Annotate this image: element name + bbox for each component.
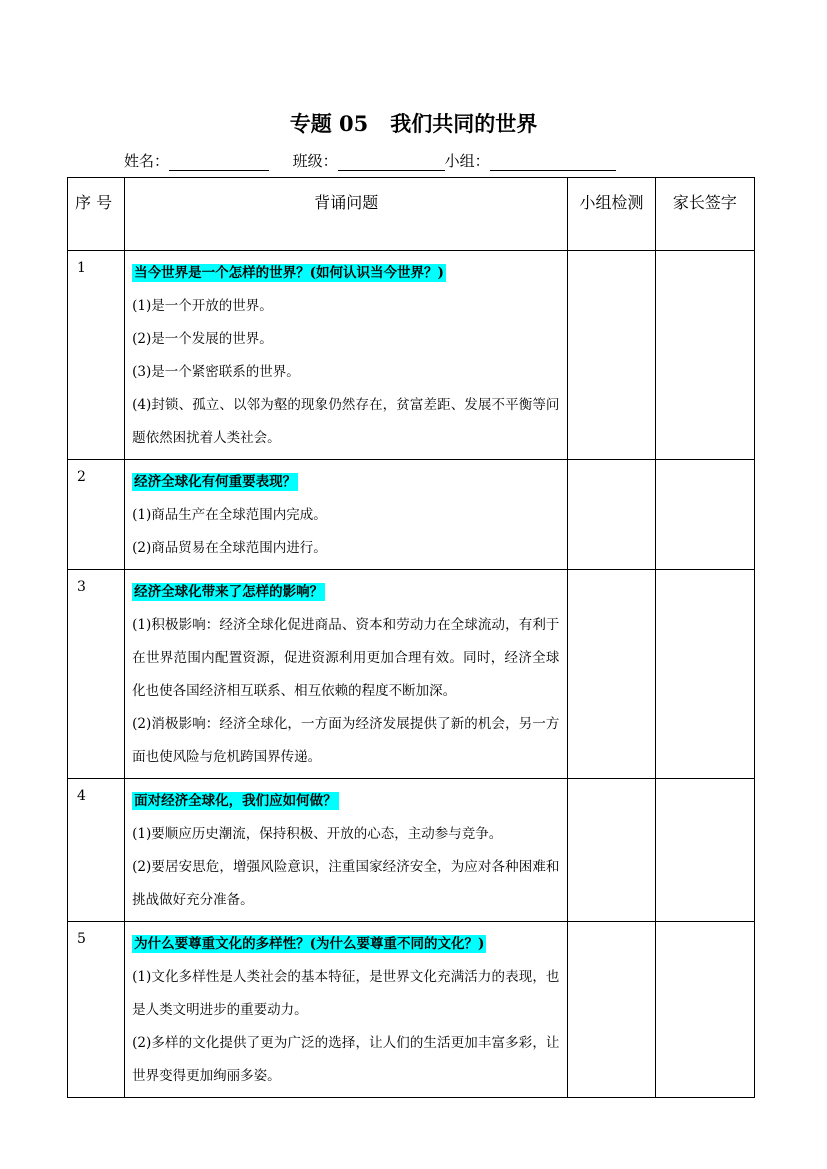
parent-sign-cell[interactable] bbox=[655, 570, 754, 779]
answer-line: (1)积极影响：经济全球化促进商品、资本和劳动力在全球流动，有利于在世界范围内配置资源，促进资源利用更加合理有效。同时，经济全球化也使各国经济相互联系、相互依赖的程度不断加深。 bbox=[132, 617, 560, 699]
question-highlight: 为什么要尊重文化的多样性？(为什么要尊重不同的文化？) bbox=[134, 936, 485, 952]
row-number: 2 bbox=[68, 460, 125, 570]
question-cell bbox=[125, 922, 568, 1098]
table-row bbox=[68, 570, 755, 779]
answer-line: (1)商品生产在全球范围内完成。 bbox=[132, 507, 327, 523]
student-info bbox=[124, 150, 616, 171]
question-highlight: 经济全球化带来了怎样的影响？ bbox=[134, 584, 324, 600]
answer-line: (1)要顺应历史潮流，保持积极、开放的心态，主动参与竞争。 bbox=[132, 826, 503, 842]
header-group-check: 小组检测 bbox=[568, 178, 655, 251]
page-title bbox=[0, 108, 827, 138]
question-cell bbox=[125, 570, 568, 779]
class-label: 班级： bbox=[292, 152, 338, 170]
title-main: 我们共同的世界 bbox=[390, 111, 538, 136]
question-highlight: 经济全球化有何重要表现？ bbox=[134, 474, 297, 490]
group-label: 小组： bbox=[444, 152, 490, 170]
answer-line: (2)要居安思危，增强风险意识，注重国家经济安全，为应对各种困难和挑战做好充分准备。 bbox=[132, 859, 560, 908]
parent-sign-cell[interactable] bbox=[655, 251, 754, 460]
header-parent-sign: 家长签字 bbox=[655, 178, 754, 251]
table-header bbox=[68, 178, 755, 251]
answer-line: (4)封锁、孤立、以邻为壑的现象仍然存在，贫富差距、发展不平衡等问题依然困扰着人类社会。 bbox=[132, 397, 560, 446]
question-highlight: 当今世界是一个怎样的世界？(如何认识当今世界？) bbox=[134, 265, 444, 281]
group-field[interactable] bbox=[490, 155, 616, 171]
question-cell bbox=[125, 460, 568, 570]
table-row bbox=[68, 251, 755, 460]
group-check-cell[interactable] bbox=[568, 779, 655, 922]
name-label: 姓名： bbox=[124, 152, 170, 170]
table-row bbox=[68, 460, 755, 570]
parent-sign-cell[interactable] bbox=[655, 460, 754, 570]
answer-line: (2)多样的文化提供了更为广泛的选择，让人们的生活更加丰富多彩，让世界变得更加绚丽多姿。 bbox=[132, 1035, 560, 1084]
answer-line: (1)文化多样性是人类社会的基本特征，是世界文化充满活力的表现，也是人类文明进步的重要动力。 bbox=[132, 969, 560, 1018]
row-number: 4 bbox=[68, 779, 125, 922]
table-row bbox=[68, 922, 755, 1098]
name-field[interactable] bbox=[169, 155, 269, 171]
header-question: 背诵问题 bbox=[125, 178, 568, 251]
question-cell bbox=[125, 251, 568, 460]
answer-line: (1)是一个开放的世界。 bbox=[132, 298, 273, 314]
answer-line: (2)商品贸易在全球范围内进行。 bbox=[132, 540, 327, 556]
header-no: 序 号 bbox=[68, 178, 125, 251]
parent-sign-cell[interactable] bbox=[655, 922, 754, 1098]
group-check-cell[interactable] bbox=[568, 460, 655, 570]
group-check-cell[interactable] bbox=[568, 570, 655, 779]
group-check-cell[interactable] bbox=[568, 251, 655, 460]
answer-line: (3)是一个紧密联系的世界。 bbox=[132, 364, 300, 380]
parent-sign-cell[interactable] bbox=[655, 779, 754, 922]
row-number: 1 bbox=[68, 251, 125, 460]
row-number: 5 bbox=[68, 922, 125, 1098]
title-prefix: 专题 05 bbox=[289, 111, 369, 136]
table-row bbox=[68, 779, 755, 922]
question-highlight: 面对经济全球化，我们应如何做？ bbox=[134, 793, 337, 809]
class-field[interactable] bbox=[338, 155, 445, 171]
answer-line: (2)消极影响：经济全球化，一方面为经济发展提供了新的机会，另一方面也使风险与危机跨国界传递。 bbox=[132, 716, 560, 765]
group-check-cell[interactable] bbox=[568, 922, 655, 1098]
row-number: 3 bbox=[68, 570, 125, 779]
answer-line: (2)是一个发展的世界。 bbox=[132, 331, 273, 347]
recitation-table bbox=[67, 177, 755, 1098]
question-cell bbox=[125, 779, 568, 922]
